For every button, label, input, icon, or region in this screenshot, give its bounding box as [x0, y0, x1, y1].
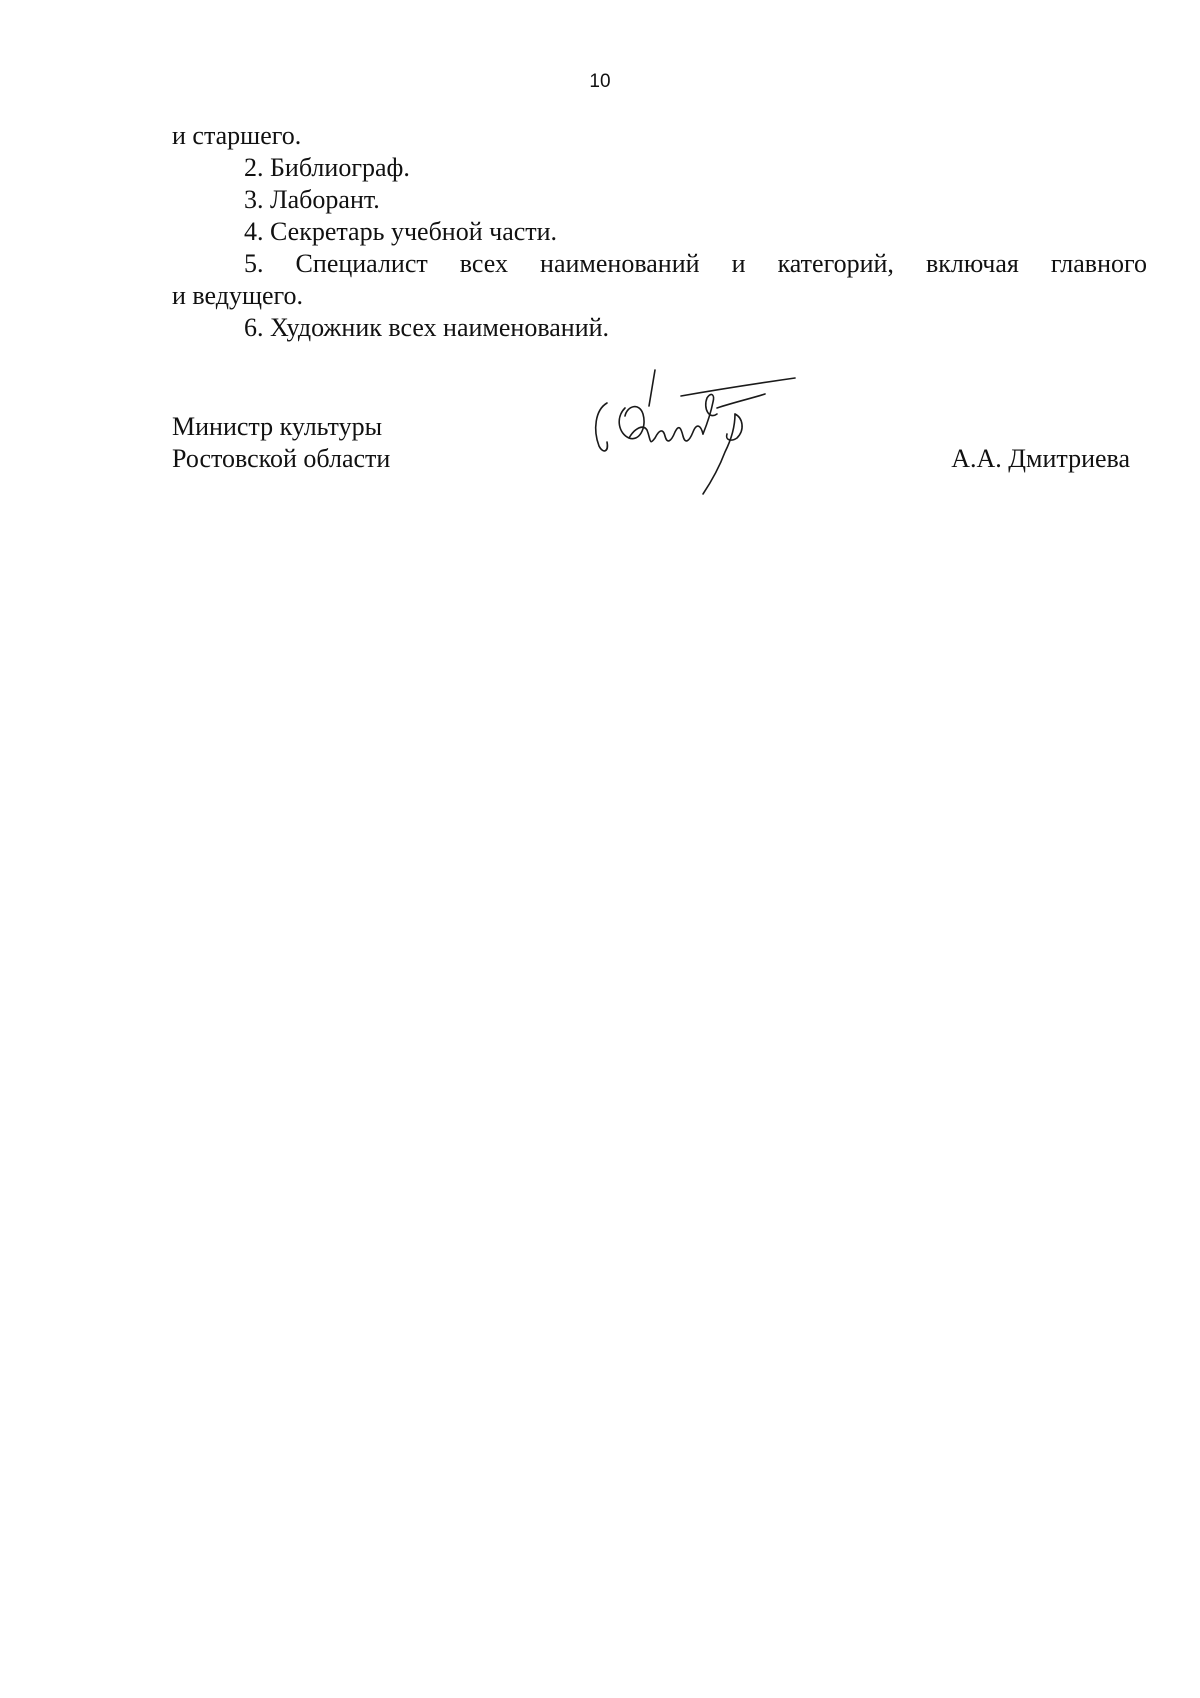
list-item-3: 3. Лаборант. — [244, 185, 380, 214]
list-item-6: 6. Художник всех наименований. — [244, 313, 610, 342]
signer-position-line1: Министр культуры — [172, 412, 383, 441]
signature-icon — [585, 368, 805, 498]
list-item-5-line1: 5. Специалист всех наименований и категорий, включая главного — [244, 249, 1147, 278]
page-number: 10 — [589, 71, 611, 92]
text-line-continuation: и старшего. — [172, 121, 302, 150]
list-item-4: 4. Секретарь учебной части. — [244, 217, 558, 246]
list-item-5-line2: и ведущего. — [172, 281, 304, 310]
signer-position-line2: Ростовской области — [172, 444, 391, 473]
signer-name: А.А. Дмитриева — [951, 444, 1130, 473]
list-item-2: 2. Библиограф. — [244, 153, 410, 182]
